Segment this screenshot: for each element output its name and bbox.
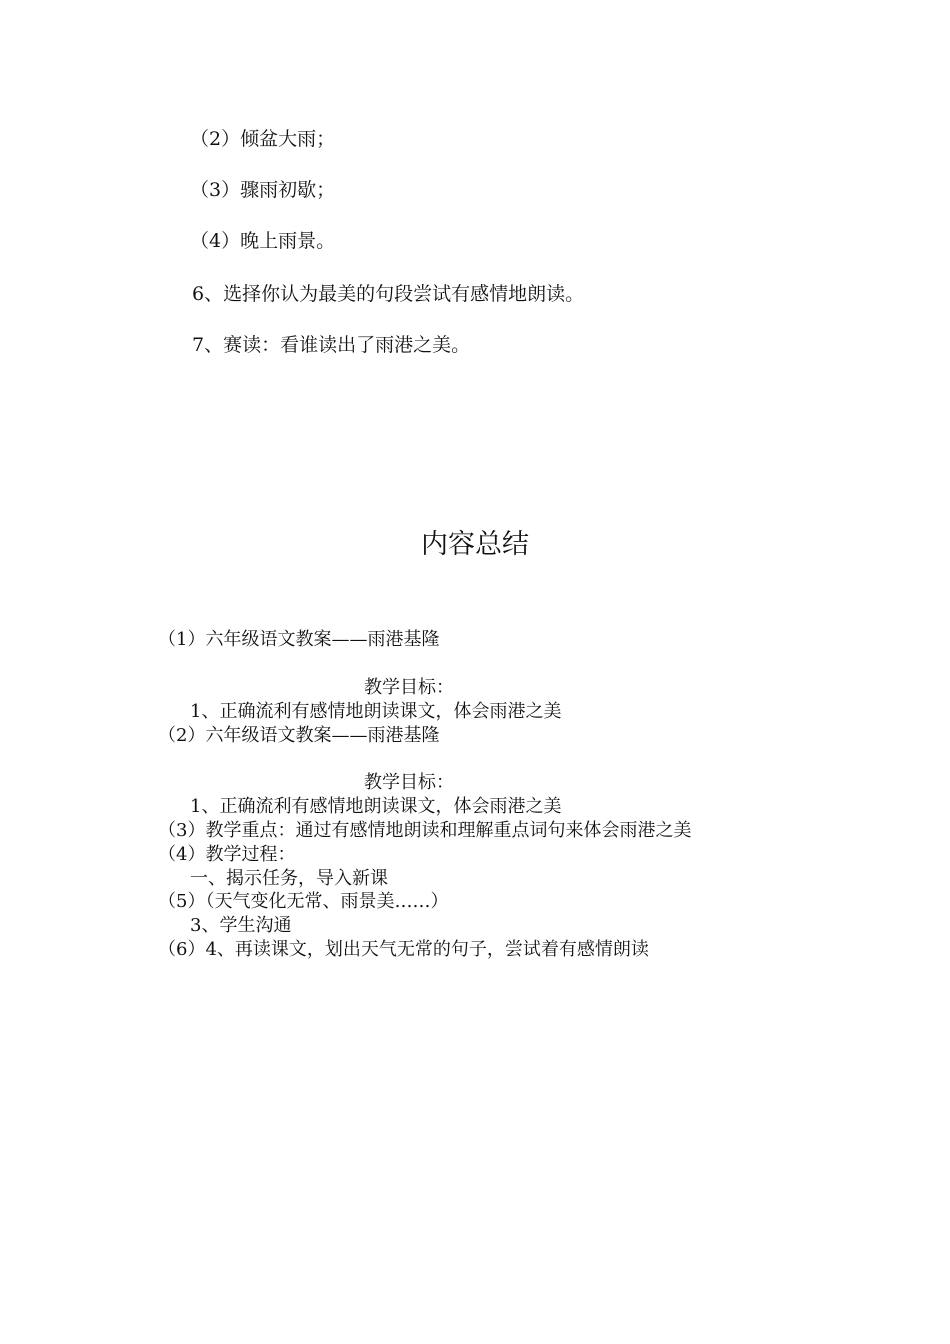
summary-item-1-subtitle: 教学目标： xyxy=(364,677,454,698)
summary-item-5-step: 3、学生沟通 xyxy=(190,915,292,936)
summary-item-4: （4）教学过程： xyxy=(158,844,296,865)
summary-item-4-step: 一、揭示任务，导入新课 xyxy=(190,868,388,889)
step-7-text: 7、赛读：看谁读出了雨港之美。 xyxy=(192,334,471,356)
summary-item-6: （6）4、再读课文，划出天气无常的句子，尝试着有感情朗读 xyxy=(158,939,649,960)
summary-title: 内容总结 xyxy=(421,529,529,560)
summary-item-2-goal: 1、正确流利有感情地朗读课文，体会雨港之美 xyxy=(190,796,562,817)
list-item-night-rain: （4）晚上雨景。 xyxy=(190,230,336,252)
summary-item-3: （3）教学重点：通过有感情地朗读和理解重点词句来体会雨港之美 xyxy=(158,820,692,841)
summary-item-2-subtitle: 教学目标： xyxy=(364,772,454,793)
list-item-rain-stops: （3）骤雨初歇； xyxy=(190,179,336,201)
summary-item-5: （5）（天气变化无常、雨景美……） xyxy=(158,891,449,912)
list-item-downpour: （2）倾盆大雨； xyxy=(190,128,336,150)
summary-item-1: （1）六年级语文教案——雨港基隆 xyxy=(158,629,440,650)
step-6-text: 6、选择你认为最美的句段尝试有感情地朗读。 xyxy=(192,283,585,305)
summary-item-2: （2）六年级语文教案——雨港基隆 xyxy=(158,725,440,746)
summary-item-1-goal: 1、正确流利有感情地朗读课文，体会雨港之美 xyxy=(190,701,562,722)
